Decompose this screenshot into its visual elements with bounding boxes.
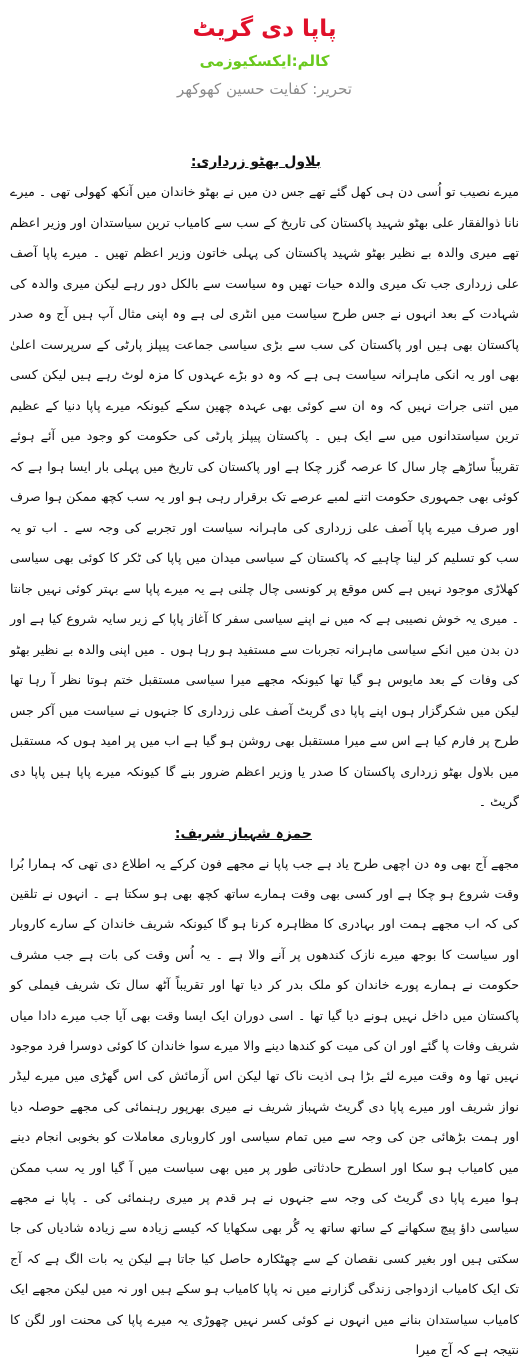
section-body-bilawal: میرے نصیب تو اُسی دن ہی کھل گئے تھے جس دن میں نے بھٹو خاندان میں آنکھ کھولی تھی ۔ میرے نانا ذوالفقار علی بھٹو شہید پاکستان کی تاریخ کے سب سے کامیاب ترین سیاستدان اور وزیر اعظم تھے میری والدہ بے نظیر بھٹو شہید پاکستان کی پہلی خاتون وزیر اعظم تھیں ۔ میرے پاپا آصف علی زرداری جب تک میری والدہ حیات تھیں وہ سیاست سے بالکل دور رہے لیکن میری والدہ کی شہادت کے بعد انہوں نے جس طرح سیاست میں انٹری لی ہے وہ اپنی مثال آپ ہیں آج وہ صدر پاکستان بھی ہیں اور پاکستان کی سب سے بڑی سیاسی جماعت پیپلز پارٹی کے سرپرست اعلیٰ بھی اور یہ انکی ماہرانہ سیاست ہی ہے کہ وہ دو بڑے عہدوں کا مزہ لوٹ رہے ہیں لیکن کسی میں اتنی جرات نہیں کہ وہ ان سے کوئی بھی عہدہ چھین سکے کیونکہ میرے پاپا دنیا کے عظیم ترین سیاستدانوں میں سے ایک ہیں ۔ پاکستان پیپلز پارٹی کی حکومت کو وجود میں آئے ہوئے تقریباً ساڑھے چار سال کا عرصہ گزر چکا ہے اور پاکستان کی تاریخ میں پہلی بار ایسا ہوا ہے کہ کوئی بھی جمہوری حکومت اتنے لمبے عرصے تک برقرار رہی ہو اور یہ سب کچھ ممکن ہوا صرف اور صرف میرے پاپا آصف علی زرداری کی ماہرانہ سیاست اور تجربے کی وجہ سے ۔ اب تو یہ سب کو تسلیم کر لینا چاہیے کہ پاکستان کے سیاسی میدان میں پاپا کی ٹکر کا کوئی بھی سیاسی کھلاڑی موجود نہیں ہے کس موقع پر کونسی چال چلنی ہے یہ میرے پاپا سے بہتر کوئی نہیں جانتا ۔ میری یہ خوش نصیبی ہے کہ میں نے اپنے سیاسی سفر کا آغاز پاپا کے زیر سایہ شروع کیا ہے اور دن بدن میں انکے سیاسی ماہرانہ تجربات سے مستفید ہو رہا ہوں ۔ میں اپنی والدہ بے نظیر بھٹو کی وفات کے بعد مایوس ہو گیا تھا کیونکہ مجھے میرا سیاسی مستقبل ختم ہوتا نظر آ رہا تھا لیکن میں شکرگزار ہوں اپنے پاپا دی گریٹ آصف علی زرداری کا جنہوں نے سیاست میں آکر جس طرح پر فارم کیا ہے اس سے میرا مستقبل بھی روشن ہو گیا ہے اب میں پر امید ہوں کہ مستقبل میں بلاول بھٹو زرداری پاکستان کا صدر یا وزیر اعظم ضرور بنے گا کیونکہ میرے پاپا ہیں پاپا دی گریٹ ۔ [10,177,519,818]
section-heading-hamza: حمزہ شہباز شریف: [10,822,519,846]
author-line: تحریر: کفایت حسین کھوکھر [10,76,519,102]
article-title: پاپا دی گریٹ [10,12,519,46]
section-body-hamza: مجھے آج بھی وہ دن اچھی طرح یاد ہے جب پاپا نے مجھے فون کرکے یہ اطلاع دی تھی کہ ہمارا بُرا وقت شروع ہو چکا ہے اور کسی بھی وقت ہمارے ساتھ کچھ بھی ہو سکتا ہے ۔ انہوں نے تلقین کی کہ اب مجھے ہمت اور بہادری کا مظاہرہ کرنا ہو گا کیونکہ شریف خاندان کے سارے کاروبار اور سیاست کا بوجھ میرے نازک کندھوں پر آنے والا ہے ۔ یہ اُس وقت کی بات ہے جب مشرف حکومت نے ہمارے پورے خاندان کو ملک بدر کر دیا تھا اور تقریباً آٹھ سال تک شریف فیملی کو پاکستان میں داخل نہیں ہونے دیا گیا تھا ۔ اسی دوران ایک ایسا وقت بھی آیا جب میرے دادا میاں شریف وفات پا گئے اور ان کی میت کو کندھا دینے والا میرے سوا خاندان کا کوئی دوسرا فرد موجود نہیں تھا وہ وقت میرے لئے بڑا ہی اذیت ناک تھا لیکن اس آزمائش کی اس گھڑی میں میرے لیڈر نواز شریف اور میرے پاپا دی گریٹ شہباز شریف نے میری بھرپور رہنمائی کی مجھے حوصلہ دیا اور ہمت بڑھائی جن کی وجہ سے میں تمام سیاسی اور کاروباری معاملات کو بخوبی انجام دینے میں کامیاب ہو سکا اور اسطرح حادثاتی طور پر میں بھی سیاست میں آ گیا اور یہ سب ممکن ہوا میرے پاپا دی گریٹ کی وجہ سے جنہوں نے ہر قدم پر میری رہنمائی کی ۔ پاپا نے مجھے سیاسی داؤ پیچ سکھانے کے ساتھ ساتھ یہ گُر بھی سکھایا کہ کیسے زیادہ سے زیادہ شادیاں کی جا سکتی ہیں اور بغیر کسی نقصان کے سے چھٹکارہ حاصل کیا جاتا ہے لیکن یہ بات الگ ہے کہ آج تک ایک کامیاب ازدواجی زندگی گزارنے میں نہ پاپا کامیاب ہو سکے ہیں اور نہ میں لیکن مجھے ایک کامیاب سیاستدان بنانے میں انہوں نے کوئی کسر نہیں چھوڑی یہ میرے پاپا کی محنت اور لگن کا نتیجہ ہے کہ آج میرا [10,849,519,1365]
section-hamza [10,822,519,1365]
column-label: کالم:ایکسکیوزمی [10,48,519,74]
section-heading-bilawal: بلاول بھٹو زرداری: [10,150,519,174]
section-bilawal [10,150,519,818]
article-header [10,12,519,102]
